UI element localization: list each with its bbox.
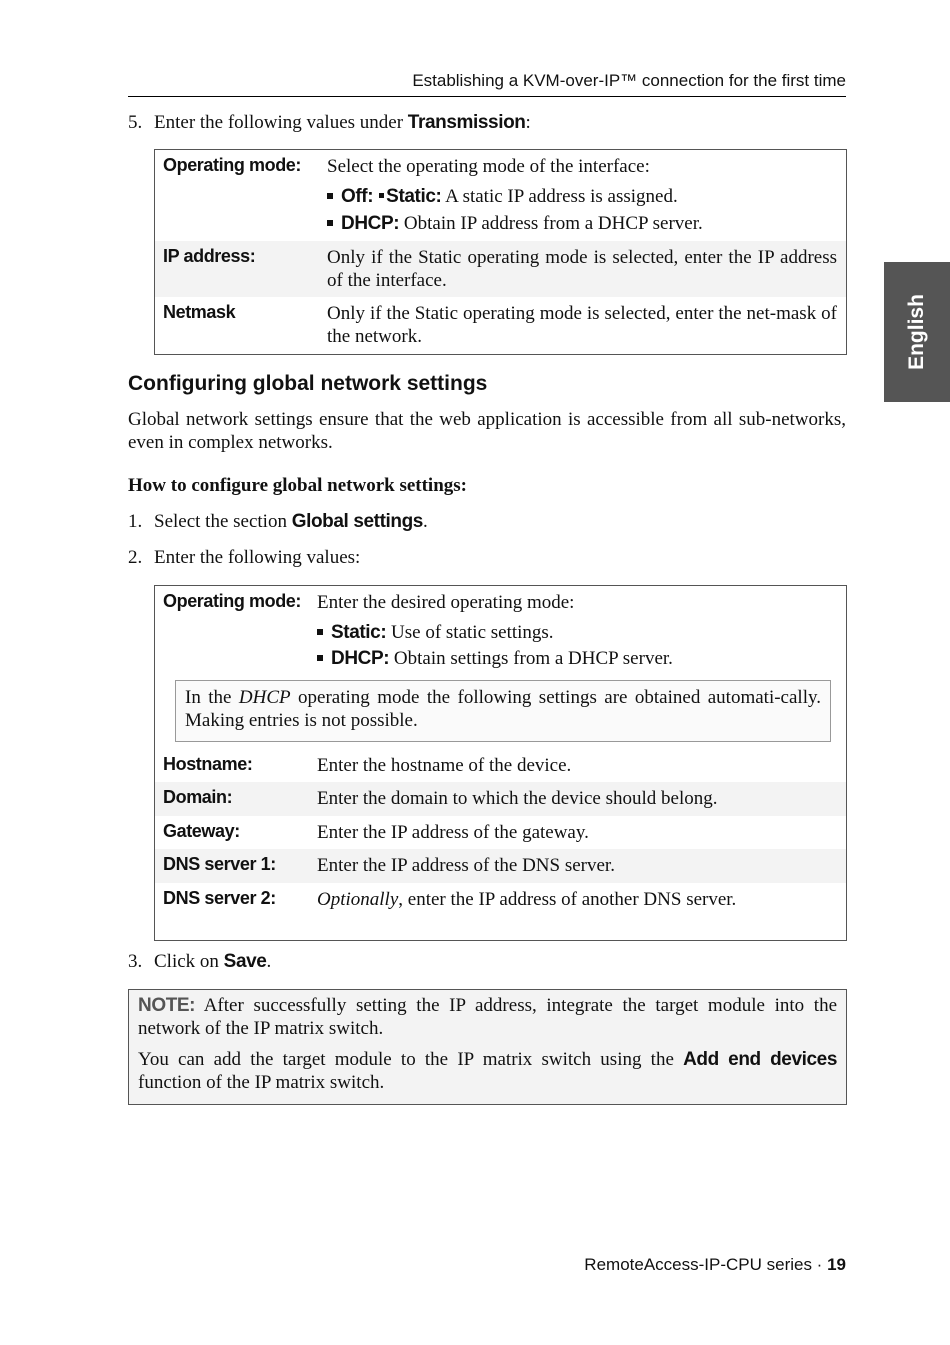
table-row (155, 150, 846, 240)
note-bold: Add end devices (683, 1049, 837, 1070)
table-row (155, 749, 846, 782)
table-row (155, 782, 846, 816)
bullet-icon (379, 193, 384, 198)
list-item (317, 647, 673, 670)
note-text: operating mode the following settings are obtained automati-cally. Making entries is not possible. (185, 687, 821, 731)
step-tail: . (266, 951, 272, 972)
note-text: In the (185, 687, 239, 708)
note-paragraph-2 (138, 1048, 837, 1094)
row-italic: Optionally (317, 889, 399, 910)
step-tail: . (422, 511, 428, 532)
running-head: Establishing a KVM-over-IP™ connection for the first time (412, 71, 846, 90)
step-bold: Transmission (407, 112, 526, 133)
bullet-icon (327, 220, 333, 226)
row-label: Operating mode: (163, 591, 302, 611)
step-2 (128, 546, 360, 569)
table-row (155, 241, 846, 297)
bullet-text: Obtain settings from a DHCP server. (389, 648, 673, 669)
row-text (317, 888, 837, 911)
note-italic: DHCP (238, 687, 291, 708)
bullet-icon (327, 193, 333, 199)
row-text: Only if the Static operating mode is selected, enter the IP address of the interface. (327, 247, 837, 291)
row-label: Operating mode: (163, 155, 302, 175)
row-label: Gateway: (163, 821, 240, 841)
language-tab-label: English (905, 294, 928, 370)
note-label: NOTE: (138, 995, 196, 1016)
dhcp-note-box (175, 680, 831, 742)
bullet-text: Obtain IP address from a DHCP server. (399, 213, 703, 234)
step-text: Click on (154, 951, 224, 972)
section-heading: Configuring global network settings (128, 372, 488, 395)
row-text: Select the operating mode of the interface: (327, 156, 650, 177)
step-3 (128, 950, 271, 973)
step-text: Enter the following values under (154, 112, 408, 133)
row-label: Domain: (163, 787, 233, 807)
list-item (317, 621, 554, 644)
table-row (155, 586, 846, 748)
note-text: You can add the target module to the IP matrix switch using the (138, 1049, 684, 1070)
transmission-table (154, 149, 847, 355)
step-5 (128, 111, 531, 134)
step-number: 1. (128, 511, 143, 532)
step-number: 3. (128, 951, 143, 972)
dhcp-note-text (185, 686, 821, 732)
bullet-text: A static IP address is assigned. (441, 186, 678, 207)
step-number: 5. (128, 112, 143, 133)
row-label: DNS server 2: (163, 888, 276, 908)
row-label: IP address: (163, 246, 256, 266)
step-bold: Save (223, 951, 267, 972)
row-text-rest: , enter the IP address of another DNS server. (398, 889, 737, 910)
note-text: After successfully setting the IP address, integrate the target module into the network of the IP matrix switch. (138, 995, 837, 1039)
bullet-text: Use of static settings. (386, 622, 554, 643)
bullet-bold: DHCP: (341, 213, 400, 234)
table-row (155, 883, 846, 939)
bullet-bold: Static: (331, 622, 387, 643)
note-paragraph-1 (138, 994, 837, 1040)
bullet-bold: Static: (386, 186, 442, 207)
row-label: Netmask (163, 302, 236, 322)
row-label: Hostname: (163, 754, 253, 774)
table-row (155, 849, 846, 883)
row-text: Enter the domain to which the device should belong. (317, 788, 718, 809)
list-item (327, 185, 678, 208)
step-text: Select the section (154, 511, 292, 532)
note-box (128, 989, 847, 1105)
step-text: Enter the following values: (154, 547, 361, 568)
language-tab (884, 262, 950, 402)
bullet-icon (317, 655, 323, 661)
row-text: Enter the IP address of the DNS server. (317, 855, 615, 876)
row-label: DNS server 1: (163, 854, 276, 874)
step-1 (128, 510, 428, 533)
footer-series: RemoteAccess-IP-CPU series · (584, 1255, 828, 1274)
row-text: Enter the hostname of the device. (317, 755, 572, 776)
bullet-bold: DHCP: (331, 648, 390, 669)
page-number: 19 (827, 1255, 846, 1274)
note-text: function of the IP matrix switch. (138, 1072, 385, 1093)
section-intro: Global network settings ensure that the web application is accessible from all sub-networks, even in complex networks. (128, 409, 846, 453)
row-text: Enter the IP address of the gateway. (317, 822, 589, 843)
bullet-icon (317, 629, 323, 635)
row-text: Only if the Static operating mode is selected, enter the net-mask of the network. (327, 303, 837, 347)
step-bold: Global settings (291, 511, 423, 532)
global-settings-table (154, 585, 847, 941)
step-tail: : (525, 112, 531, 133)
step-number: 2. (128, 547, 143, 568)
bullet-bold: Off: (341, 186, 374, 207)
list-item (327, 212, 703, 235)
header-rule (128, 96, 846, 97)
table-row (155, 816, 846, 849)
table-row (155, 298, 846, 354)
howto-heading: How to configure global network settings: (128, 475, 467, 496)
row-text: Enter the desired operating mode: (317, 592, 575, 613)
page-footer (584, 1255, 846, 1275)
